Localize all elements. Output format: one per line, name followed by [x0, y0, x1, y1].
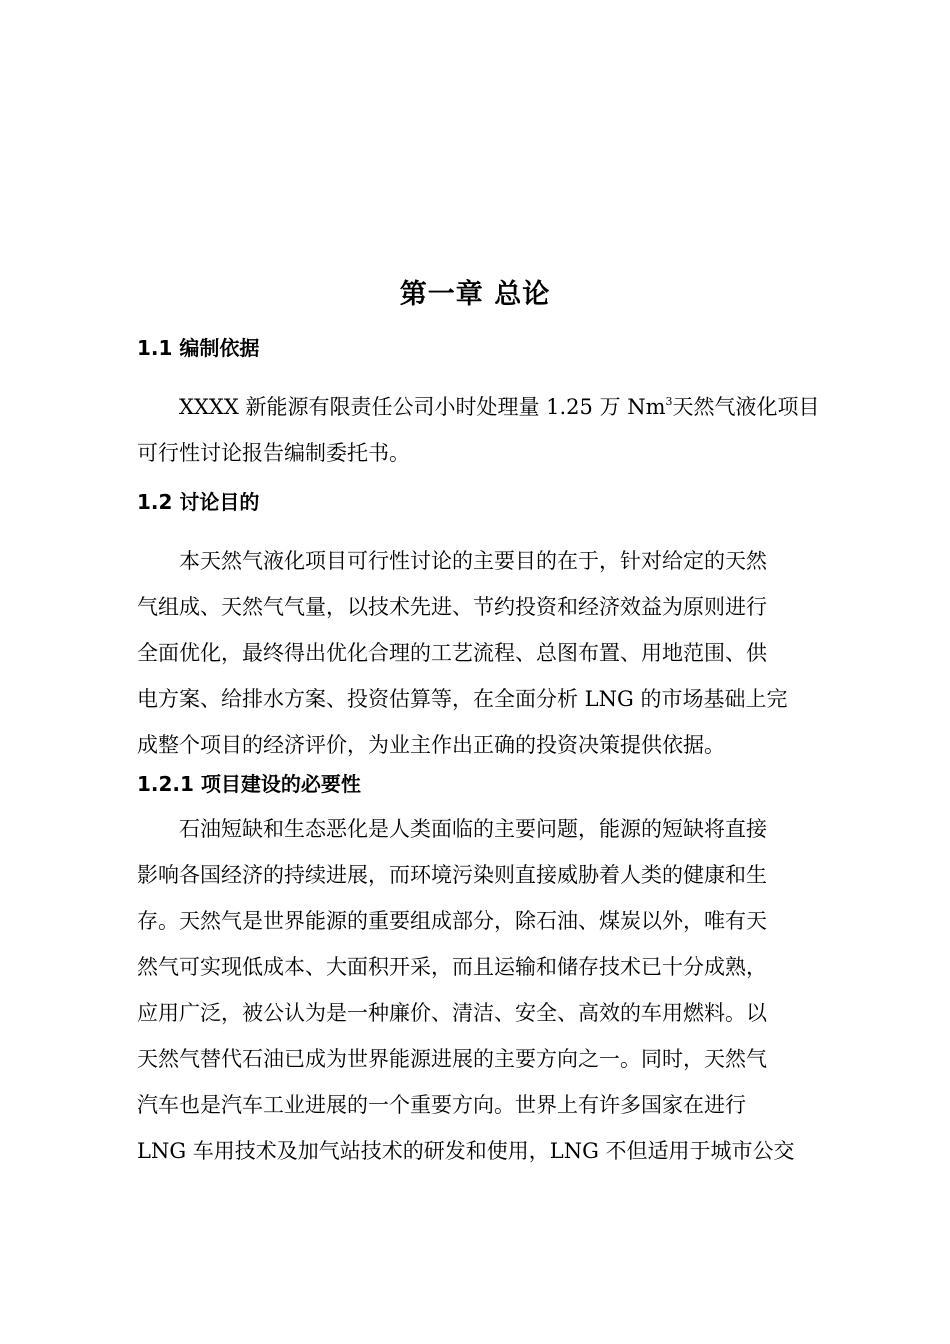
paragraph-line: 本天然气液化项目可行性讨论的主要目的在于，针对给定的天然: [179, 549, 767, 573]
paragraph-line: 影响各国经济的持续进展，而环境污染则直接威胁着人类的健康和生: [137, 863, 767, 887]
paragraph-line: 应用广泛，被公认为是一种廉价、清洁、安全、高效的车用燃料。以: [137, 1001, 767, 1025]
paragraph-line: 天然气替代石油已成为世界能源进展的主要方向之一。同时，天然气: [137, 1047, 767, 1071]
section-heading-1-2: 1.2 讨论目的: [137, 490, 260, 514]
chapter-title: 第一章 总论: [399, 279, 551, 310]
paragraph-line: 石油短缺和生态恶化是人类面临的主要问题，能源的短缺将直接: [179, 817, 767, 841]
section-heading-1-2-1: 1.2.1 项目建设的必要性: [137, 772, 361, 796]
paragraph-line: 成整个项目的经济评价，为业主作出正确的投资决策提供依据。: [137, 733, 725, 757]
paragraph-line: 然气可实现低成本、大面积开采，而且运输和储存技术已十分成熟，: [137, 955, 767, 979]
section-1-2-paragraph: [137, 538, 817, 768]
paragraph-line: LNG 车用技术及加气站技术的研发和使用，LNG 不但适用于城市公交: [137, 1139, 795, 1163]
section-heading-1-1: 1.1 编制依据: [137, 336, 260, 360]
section-1-1-paragraph: [137, 384, 820, 476]
paragraph-line: 可行性讨论报告编制委托书。: [137, 441, 410, 465]
paragraph-line: 气组成、天然气气量，以技术先进、节约投资和经济效益为原则进行: [137, 595, 767, 619]
superscript: 3: [665, 395, 673, 408]
paragraph-line: 存。天然气是世界能源的重要组成部分，除石油、煤炭以外，唯有天: [137, 909, 767, 933]
section-1-2-1-paragraph: [137, 806, 817, 1174]
paragraph-line: XXXX 新能源有限责任公司小时处理量 1.25 万 Nm$^3$天然气液化项目: [179, 395, 820, 419]
paragraph-line: 汽车也是汽车工业进展的一个重要方向。世界上有许多国家在进行: [137, 1093, 746, 1117]
paragraph-line: 电方案、给排水方案、投资估算等，在全面分析 LNG 的市场基础上完: [137, 687, 788, 711]
paragraph-line: 全面优化，最终得出优化合理的工艺流程、总图布置、用地范围、供: [137, 641, 767, 665]
